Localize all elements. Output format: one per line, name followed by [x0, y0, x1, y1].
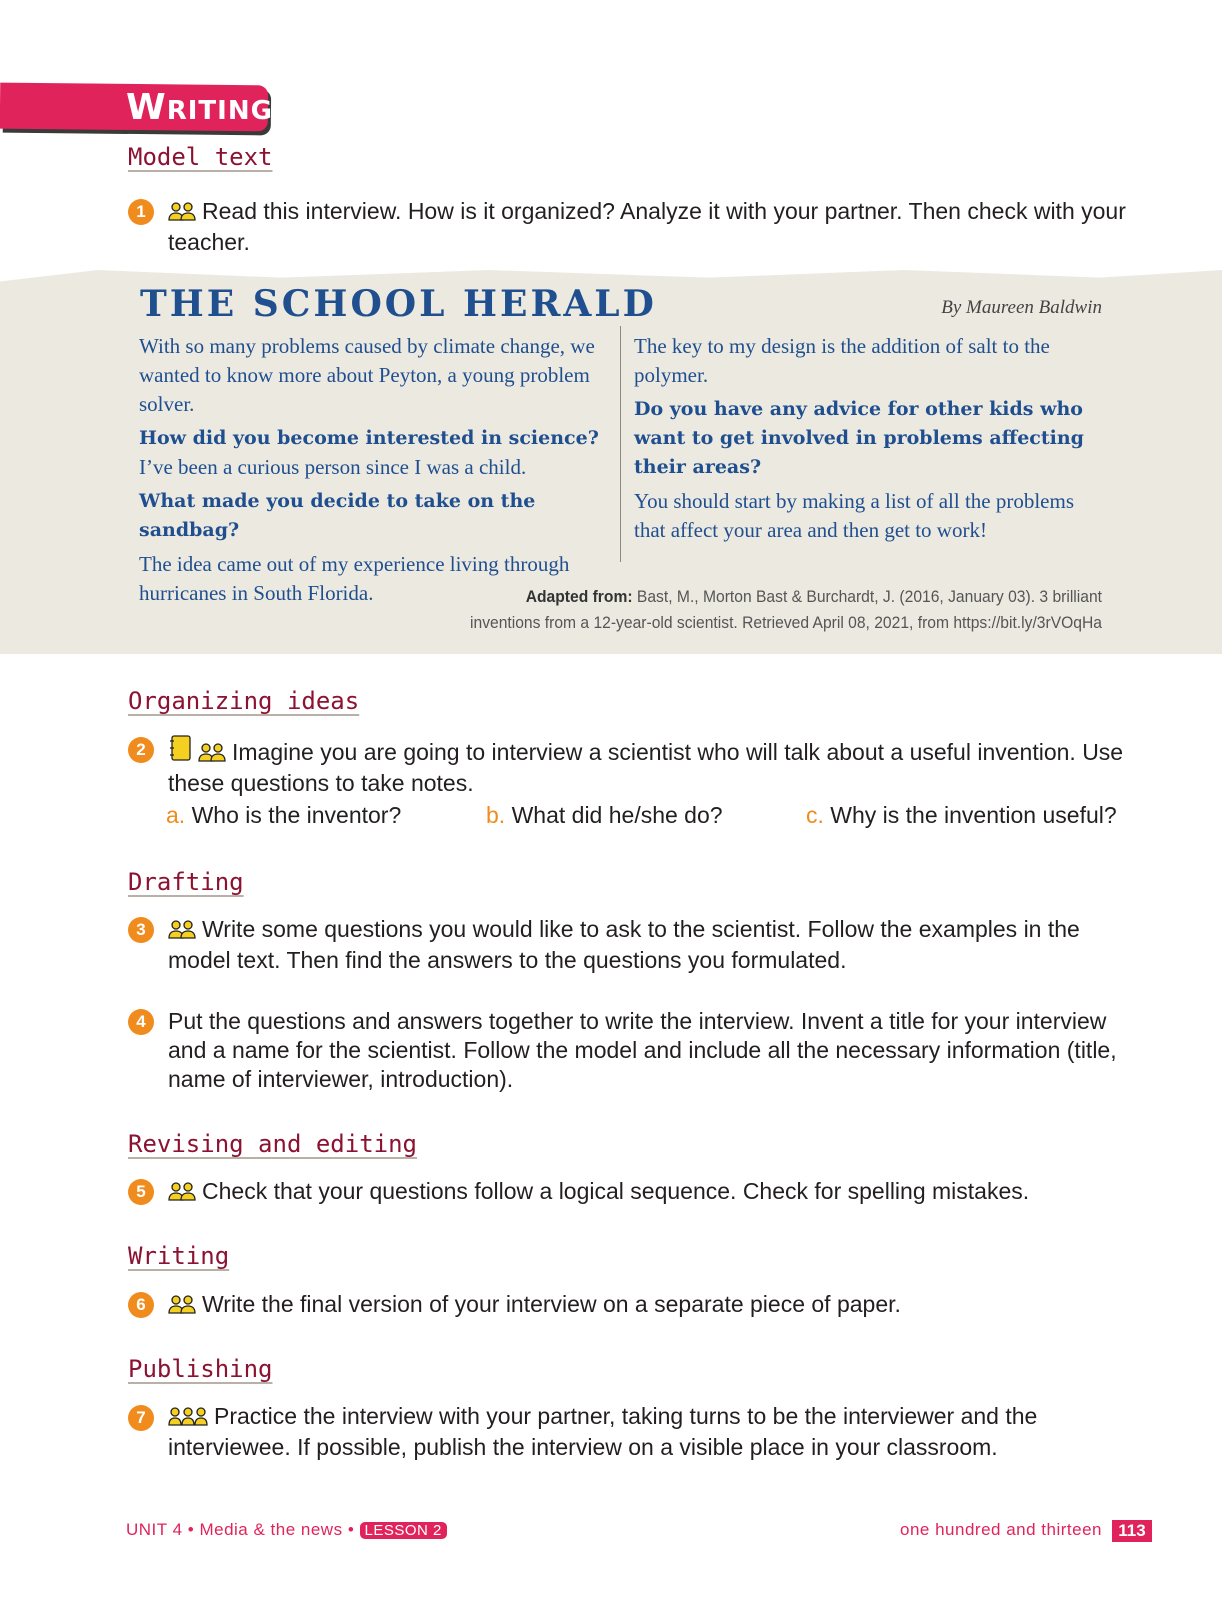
notebook-icon: [168, 734, 192, 769]
pair-work-icon: [168, 1179, 196, 1208]
interview-answer: The key to my design is the addition of salt to the polymer.: [634, 334, 1050, 387]
activity-2: Imagine you are going to interview a scientist who will talk about a useful invention. Use these questions to take notes.: [168, 734, 1143, 798]
activity-number: 1: [128, 199, 154, 225]
lesson-badge: LESSON 2: [360, 1522, 447, 1539]
option-c: c. Why is the invention useful?: [806, 802, 1117, 828]
interview-answer: You should start by making a list of all the problems that affect your area and then get to work!: [634, 489, 1075, 542]
article-left-column: [139, 332, 609, 608]
heading-model-text: Model text: [128, 143, 273, 171]
article-byline: By Maureen Baldwin: [941, 297, 1102, 318]
article-source: Adapted from: Bast, M., Morton Bast & Burchardt, J. (2016, January 03). 3 brilliant inventions from a 12-year-old scientist. Retrieved April 08, 2021, from https://bit.ly/3rVOqHa: [470, 587, 1103, 632]
activity-6: Write the final version of your interview on a separate piece of paper.: [168, 1290, 1143, 1321]
pair-work-icon: [198, 740, 226, 769]
activity-number: 2: [128, 737, 154, 763]
heading-writing: Writing: [128, 1242, 230, 1270]
newspaper-title: THE SCHOOL HERALD: [140, 283, 657, 325]
activity-7: Practice the interview with your partner, taking turns to be the interviewer and the interviewee. If possible, publish the interview on a visible place in your classroom.: [168, 1403, 1038, 1460]
section-tab-title: WRITING: [126, 87, 273, 128]
activity-number: 3: [128, 917, 154, 943]
option-b: b. What did he/she do?: [486, 802, 723, 828]
heading-organizing-ideas: Organizing ideas: [128, 687, 360, 715]
activity-number: 4: [128, 1009, 154, 1035]
heading-publishing: Publishing: [128, 1355, 273, 1383]
heading-drafting: Drafting: [128, 868, 244, 896]
interview-answer: I’ve been a curious person since I was a child.: [139, 455, 527, 479]
article-intro: With so many problems caused by climate change, we wanted to know more about Peyton, a young problem solver.: [139, 334, 595, 416]
activity-5: Check that your questions follow a logical sequence. Check for spelling mistakes.: [168, 1177, 1143, 1208]
activity-number: 6: [128, 1292, 154, 1318]
activity-1: Read this interview. How is it organized? Analyze it with your partner. Then check with your teacher.: [168, 198, 1126, 255]
footer-unit: UNIT 4 • Media & the news • LESSON 2: [126, 1520, 447, 1540]
group-work-icon: [168, 1404, 208, 1433]
interview-question: Do you have any advice for other kids who want to get involved in problems affecting their areas?: [634, 398, 1084, 478]
option-a: a. Who is the inventor?: [166, 802, 402, 828]
interview-answer: The idea came out of my experience living through hurricanes in South Florida.: [139, 552, 570, 605]
interview-question: How did you become interested in science?: [139, 427, 599, 449]
activity-number: 7: [128, 1405, 154, 1431]
interview-question: What made you decide to take on the sandbag?: [139, 490, 536, 541]
page-number: 113: [1112, 1520, 1152, 1542]
activity-3: Write some questions you would like to ask to the scientist. Follow the examples in the model text. Then find the answers to the questions you formulated.: [168, 916, 1080, 973]
heading-revising-editing: Revising and editing: [128, 1130, 417, 1158]
activity-number: 5: [128, 1179, 154, 1205]
column-divider: [620, 326, 621, 562]
page-number-words: one hundred and thirteen: [900, 1520, 1102, 1539]
pair-work-icon: [168, 917, 196, 946]
activity-4: Put the questions and answers together to write the interview. Invent a title for your interview and a name for the scientist. Follow the model and include all the necessary information (title, name of interviewer, introduction).: [168, 1008, 1117, 1092]
pair-work-icon: [168, 199, 196, 228]
article-right-column: [634, 332, 1109, 545]
pair-work-icon: [168, 1292, 196, 1321]
